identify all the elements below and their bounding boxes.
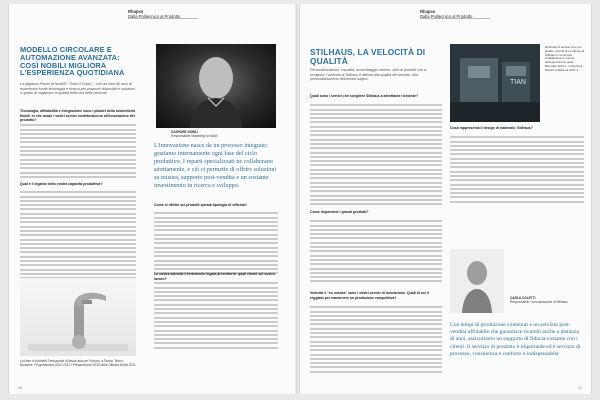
left-question-3: Come si riflette sul prodotti questa tipologia di officina?: [154, 203, 247, 207]
person-photo: [450, 249, 504, 313]
product-photo: [20, 278, 136, 356]
portrait-caption: [171, 130, 281, 138]
right-side-caption: Rubinetti di acciaio inox per lavabo, doccia di un cliente di Stilhaus in un'ampia installazione in cucina dell'esposizione della Biennale 2021-1. Collezione 2020-5 Collezioni 2021-1: [545, 45, 585, 72]
right-pull-quote: Con tempi di produzione contenuti e un servizio post-vendita affidabile che garantisce ricambi anche a distanza di anni, assicuriamo un supporto di fiducia costante con i clienti. Il servizio di prodotto è importante ed è servizio di processo, consulenza e conforto e indispensabile: [450, 322, 581, 357]
left-body-1: [20, 122, 136, 180]
left-intro: La pigiatura Power di Nobili®: "Sotto il Cristo"... che ad oltre 60 anni di esperienza fonde tecnologia e ricerca per proporre dispositivi e soluzioni in grado di migliorare la qualità della vita delle persone.: [20, 82, 136, 96]
factory-photo: [450, 44, 540, 122]
right-question-3: Velocità e "su misura" sono i vostri servizi di lavorazione. Quali di voi il reggiato per mantenere un produzione competitiva?: [310, 291, 429, 300]
right-body-1: [310, 102, 442, 207]
left-question-4: La vostra azienda è fortemente legata al territorio: quali ritorni sul vostro lavoro?: [154, 272, 275, 281]
person-image: [450, 249, 504, 313]
right-question-4: Cosa rappresenta il design di materiale, Stilhaus?: [450, 126, 533, 130]
right-body-3: [310, 304, 442, 375]
factory-image: [450, 44, 540, 122]
portrait-image: [156, 44, 276, 128]
right-person-role: Responsabile Comunicazione di Stilhaus: [510, 300, 568, 304]
right-title: STILHAUS, LA VELOCITÀ DI QUALITÀ: [310, 47, 426, 66]
right-body-4: [450, 134, 584, 205]
right-header-brand: Rhapso: [420, 9, 436, 14]
portrait-photo: [156, 44, 276, 128]
left-page-number: 16: [18, 386, 22, 390]
right-intro: Personalizzazione, visualità, assemblaggio interno: oltre ai prodotti che si scelgono, l'azienda di Stilhaus è attenta alla qualità del servizio, alla personalizzazione dell'arredo bagno.: [310, 68, 427, 82]
right-question-1: Quali sono i servizi che scegliere Stilhaus a altrettante richieste?: [310, 94, 418, 98]
left-header-brand: Rhapso: [128, 9, 144, 14]
left-page: [8, 4, 295, 394]
left-body-4: [154, 280, 278, 351]
right-header-rule: [420, 18, 490, 19]
left-question-2: Qual è il legame dello vostra capacità produttiva?: [20, 182, 103, 186]
right-person-name: CARLA COLETTI: [510, 296, 536, 300]
left-person-role: Responsabile Marketing di Nobili: [171, 134, 218, 138]
left-body-3: [154, 210, 278, 277]
left-question-1: Tecnologia, affidabilità e integrazione sono i pilastri della rubinetteria Nobili. In che modo i vostri servizi contribuiscono all'innovazione del prodotto?: [20, 109, 136, 122]
left-header-section: Dalla Politecnico al Prodotto: [128, 14, 181, 19]
right-question-2: Come rispondete i grandi prodotti?: [310, 210, 369, 214]
left-title: MODELLO CIRCOLARE E AUTOMAZIONE AVANZATA: COSÌ NOBILI MIGLIORA L'ESPERIENZA QUOTIDIANA: [20, 45, 125, 78]
right-header-section: Dalla Politecnico al Prodotto: [420, 14, 473, 19]
faucet-image: [20, 278, 136, 356]
left-person-name: GASPARE NOBILI: [171, 130, 199, 134]
left-pull-quote: L'innovazione nasce da un processo integrato: gestiamo internamente ogni fase del ciclo produttivo. I reparti specializzati ne collaborano strettamente, e ciò ci permette di offrire soluzioni su misura, supporto post-vendita e un costante investimento in ricerca e sviluppo.: [154, 142, 277, 189]
svg-text:TIAN: TIAN: [510, 79, 526, 86]
left-header-rule: [128, 18, 198, 19]
right-page: [300, 4, 592, 394]
right-body-2: [310, 218, 442, 285]
right-page-number: 17: [578, 386, 582, 390]
person-caption: [510, 296, 585, 304]
left-photo-caption: La linea di rubinetti Frescacanti di fascia alta per il futuro, a Tamar, Tecno, Bauserie. Progettazione 2020-2021 / Preparazione 2020 della Officina Nobili 2021: [20, 359, 136, 367]
